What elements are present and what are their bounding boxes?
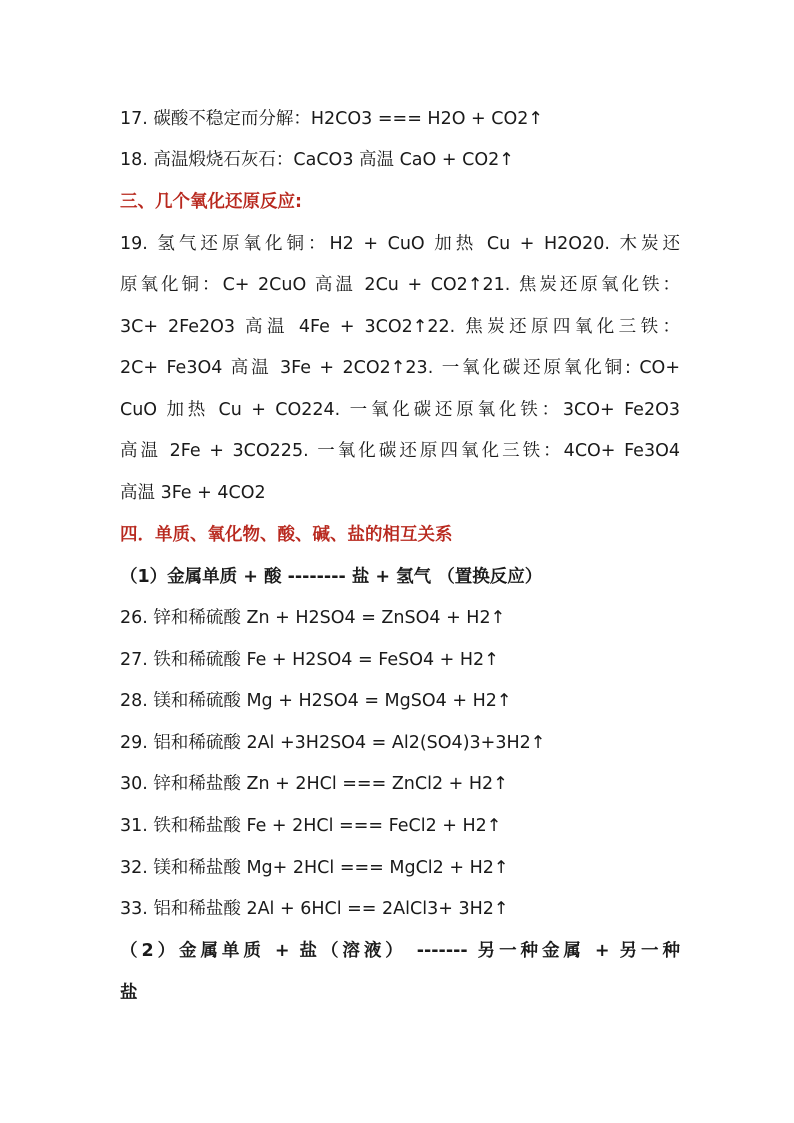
equation-line-26: 26. 锌和稀硫酸 Zn + H2SO4 = ZnSO4 + H2↑ [120, 608, 506, 628]
equation-line-29: 29. 铝和稀硫酸 2Al +3H2SO4 = Al2(SO4)3+3H2↑ [120, 733, 546, 753]
equation-line-33: 33. 铝和稀盐酸 2Al + 6HCl == 2AlCl3+ 3H2↑ [120, 899, 509, 919]
section-heading-relations: 四．单质、氧化物、酸、碱、盐的相互关系 [120, 525, 453, 545]
paragraph-line: 高温 3Fe + 4CO2 [120, 483, 266, 503]
equation-line-28: 28. 镁和稀硫酸 Mg + H2SO4 = MgSO4 + H2↑ [120, 691, 512, 711]
subsection-heading-1: （1）金属单质 + 酸 -------- 盐 + 氢气 （置换反应） [120, 567, 543, 587]
paragraph-line: 3C+ 2Fe2O3 高温 4Fe + 3CO2↑22. 焦炭还原四氧化三铁： [120, 317, 680, 337]
paragraph-line: CuO 加热 Cu + CO224. 一氧化碳还原氧化铁：3CO+ Fe2O3 [120, 400, 680, 420]
equation-line-32: 32. 镁和稀盐酸 Mg+ 2HCl === MgCl2 + H2↑ [120, 858, 509, 878]
subsection-heading-2-cont: 盐 [120, 983, 138, 1003]
equation-line-31: 31. 铁和稀盐酸 Fe + 2HCl === FeCl2 + H2↑ [120, 816, 502, 836]
section-heading-redox: 三、几个氧化还原反应: [120, 192, 302, 212]
paragraph-line: 2C+ Fe3O4 高温 3Fe + 2CO2↑23. 一氧化碳还原氧化铜: CO+ [120, 358, 680, 378]
paragraph-line: 19. 氢气还原氧化铜：H2 + CuO 加热 Cu + H2O20. 木炭还 [120, 234, 680, 254]
paragraph-line: 原氧化铜：C+ 2CuO 高温 2Cu + CO2↑21. 焦炭还原氧化铁： [120, 275, 680, 295]
equation-line-18: 18. 高温煅烧石灰石：CaCO3 高温 CaO + CO2↑ [120, 150, 514, 170]
equation-line-30: 30. 锌和稀盐酸 Zn + 2HCl === ZnCl2 + H2↑ [120, 774, 508, 794]
subsection-heading-2: （2）金属单质 + 盐（溶液） ------- 另一种金属 + 另一种 [120, 941, 680, 961]
paragraph-line: 高温 2Fe + 3CO225. 一氧化碳还原四氧化三铁：4CO+ Fe3O4 [120, 441, 680, 461]
equation-line-17: 17. 碳酸不稳定而分解：H2CO3 === H2O + CO2↑ [120, 109, 544, 129]
equation-line-27: 27. 铁和稀硫酸 Fe + H2SO4 = FeSO4 + H2↑ [120, 650, 499, 670]
